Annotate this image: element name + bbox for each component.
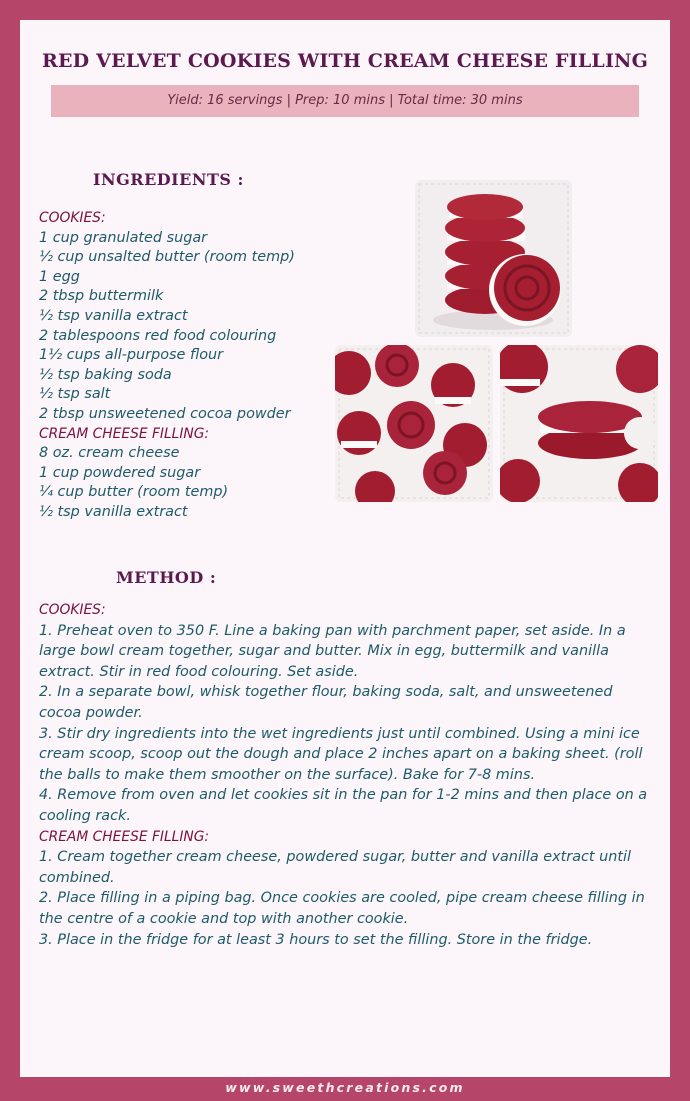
recipe-title: RED VELVET COOKIES WITH CREAM CHEESE FILLING — [41, 50, 649, 72]
recipe-meta-bar — [51, 85, 639, 117]
cookie-bitten-photo — [500, 345, 658, 502]
ingredient-item: 2 tbsp unsweetened cocoa powder — [39, 405, 291, 422]
method-step: 1. Preheat oven to 350 F. Line a baking pan with parchment paper, set aside. In a large bowl cream together, sugar and butter. Mix in egg, buttermilk and vanilla extract. Stir in red food colouring. Set aside. — [39, 622, 626, 680]
ingredient-item: ½ tsp salt — [39, 386, 111, 403]
method-step: 4. Remove from oven and let cookies sit in the pan for 1-2 mins and then place on a cooling rack. — [39, 787, 648, 824]
method-step: 2. Place filling in a piping bag. Once cookies are cooled, pipe cream cheese filling in the centre of a cookie and top with another cookie. — [39, 890, 645, 927]
method-step: 2. In a separate bowl, whisk together flour, baking soda, salt, and unsweetened cocoa powder. — [39, 684, 613, 721]
method-step: 3. Stir dry ingredients into the wet ingredients just until combined. Using a mini ice cream scoop, scoop out the dough and place 2 inches apart on a baking sheet. (roll the balls to make them smoother on the surface). Bake for 7-8 mins. — [39, 725, 643, 783]
ingredients-cookies-label: COOKIES: — [39, 210, 106, 226]
method-step: 3. Place in the fridge for at least 3 hours to set the filling. Store in the fridge. — [39, 931, 593, 948]
recipe-meta-text: Yield: 16 servings | Prep: 10 mins | Total time: 30 mins — [167, 93, 523, 108]
ingredient-item: 2 tbsp buttermilk — [39, 288, 164, 305]
ingredients-list — [39, 209, 339, 523]
ingredient-item: ½ cup unsalted butter (room temp) — [39, 249, 295, 266]
ingredient-item: ½ tsp vanilla extract — [39, 503, 188, 520]
ingredient-item: 1 egg — [39, 268, 80, 285]
ingredient-item: ½ tsp vanilla extract — [39, 307, 188, 324]
website-footer[interactable]: www.sweethcreations.com — [225, 1080, 465, 1095]
ingredient-item: ¼ cup butter (room temp) — [39, 484, 229, 501]
ingredient-item: 1 cup granulated sugar — [39, 229, 208, 246]
method-cookies-label: COOKIES: — [39, 602, 106, 618]
ingredient-item: ½ tsp baking soda — [39, 366, 172, 383]
cookie-rosettes-photo — [335, 345, 493, 502]
method-filling-label: CREAM CHEESE FILLING: — [39, 828, 210, 845]
method-step: 1. Cream together cream cheese, powdered sugar, butter and vanilla extract until combined. — [39, 849, 632, 886]
ingredients-filling-label: CREAM CHEESE FILLING: — [39, 425, 210, 442]
recipe-card — [20, 20, 670, 1077]
ingredient-item: 8 oz. cream cheese — [39, 445, 180, 462]
ingredient-item: 1½ cups all-purpose flour — [39, 347, 224, 364]
cookie-stack-photo — [415, 180, 572, 337]
ingredient-item: 1 cup powdered sugar — [39, 464, 201, 481]
method-heading: METHOD : — [116, 568, 217, 587]
ingredient-item: 2 tablespoons red food colouring — [39, 327, 277, 344]
ingredients-heading: INGREDIENTS : — [93, 170, 244, 189]
method-steps — [39, 600, 659, 950]
